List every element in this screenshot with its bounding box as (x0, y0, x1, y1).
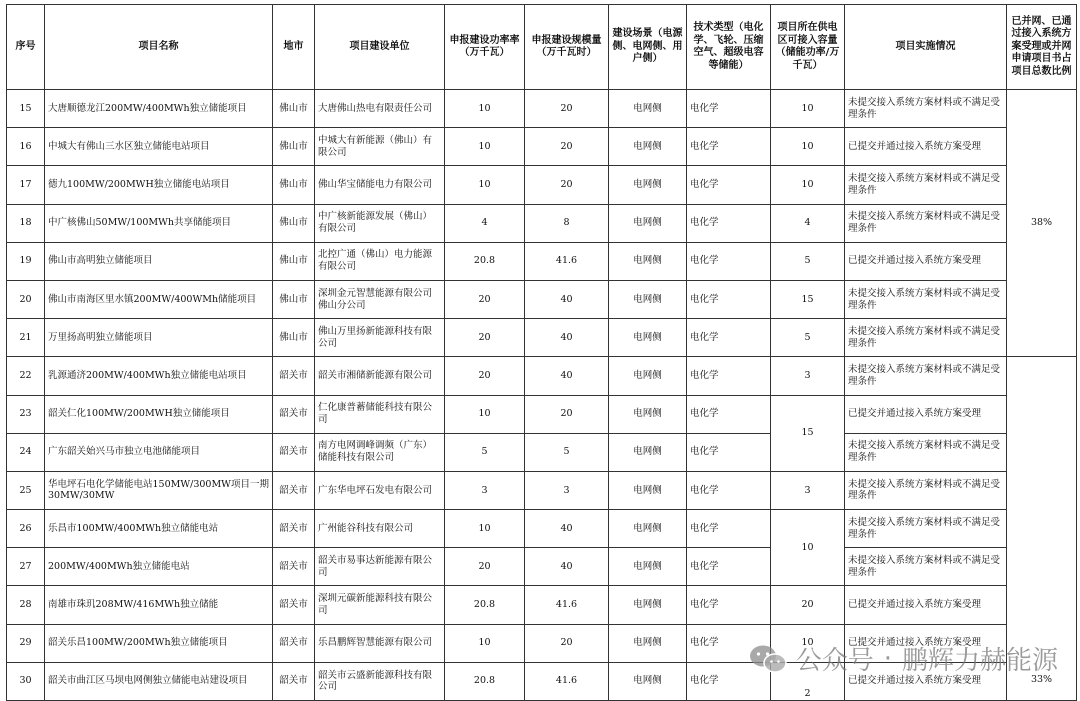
cell-name: 韶关市曲江区马坝电网侧独立储能电站建设项目 (45, 662, 273, 700)
cell-power: 20 (445, 357, 525, 395)
cell-grid: 4 (771, 204, 845, 242)
cell-scene: 电网侧 (609, 586, 687, 624)
cell-city: 韶关市 (273, 624, 315, 662)
cell-seq: 17 (7, 166, 45, 204)
cell-city: 佛山市 (273, 128, 315, 166)
cell-scene: 电网侧 (609, 280, 687, 318)
cell-tech: 电化学 (687, 280, 771, 318)
table-row (7, 90, 1077, 128)
cell-scene: 电网侧 (609, 662, 687, 700)
cell-city: 佛山市 (273, 90, 315, 128)
cell-scene: 电网侧 (609, 471, 687, 509)
cell-name: 韶关仁化100MW/200MWH独立储能项目 (45, 395, 273, 433)
cell-scene: 电网侧 (609, 204, 687, 242)
cell-city: 韶关市 (273, 586, 315, 624)
cell-capacity: 41.6 (525, 662, 609, 700)
cell-scene: 电网侧 (609, 319, 687, 357)
header-city: 地市 (273, 5, 315, 90)
cell-scene: 电网侧 (609, 128, 687, 166)
cell-capacity: 8 (525, 204, 609, 242)
cell-name: 佛山市南海区里水镇200MW/400WMh储能项目 (45, 280, 273, 318)
cell-unit: 韶关市易事达新能源有限公司 (315, 548, 445, 586)
cell-unit: 深圳金元智慧能源有限公司佛山分公司 (315, 280, 445, 318)
cell-unit: 韶关市云盛新能源科技有限公司 (315, 662, 445, 700)
cell-power: 4 (445, 204, 525, 242)
cell-capacity: 41.6 (525, 242, 609, 280)
cell-name: 中广核佛山50MW/100MWh共享储能项目 (45, 204, 273, 242)
header-scene: 建设场景（电源侧、电网侧、用户侧） (609, 5, 687, 90)
cell-seq: 27 (7, 548, 45, 586)
cell-capacity: 40 (525, 319, 609, 357)
cell-capacity: 20 (525, 90, 609, 128)
cell-name: 中城大有佛山三水区独立储能电站项目 (45, 128, 273, 166)
cell-seq: 23 (7, 395, 45, 433)
cell-scene: 电网侧 (609, 548, 687, 586)
cell-seq: 18 (7, 204, 45, 242)
cell-grid: 5 (771, 319, 845, 357)
cell-capacity: 40 (525, 510, 609, 548)
cell-status: 未提交接入系统方案材料或不满足受理条件 (845, 357, 1007, 395)
cell-city: 佛山市 (273, 166, 315, 204)
cell-city: 佛山市 (273, 280, 315, 318)
cell-tech: 电化学 (687, 548, 771, 586)
cell-grid-partial: 2 (771, 662, 845, 700)
cell-unit: 广东华电坪石发电有限公司 (315, 471, 445, 509)
cell-power: 10 (445, 166, 525, 204)
cell-name: 德九100MW/200MWH独立储能电站项目 (45, 166, 273, 204)
cell-name: 南雄市珠玑208MW/416MWh独立储能 (45, 586, 273, 624)
header-tech: 技术类型（电化学、飞轮、压缩空气、超级电容等储能） (687, 5, 771, 90)
cell-status: 未提交接入系统方案材料或不满足受理条件 (845, 280, 1007, 318)
cell-status: 已提交并通过接入系统方案受理 (845, 128, 1007, 166)
cell-grid: 10 (771, 166, 845, 204)
cell-tech: 电化学 (687, 395, 771, 433)
table-row (7, 166, 1077, 204)
header-seq: 序号 (7, 5, 45, 90)
cell-city: 韶关市 (273, 510, 315, 548)
cell-capacity: 20 (525, 624, 609, 662)
header-name: 项目名称 (45, 5, 273, 90)
cell-grid-merged: 15 (771, 395, 845, 471)
cell-unit: 仁化康普蓄储能科技有限公司 (315, 395, 445, 433)
cell-scene: 电网侧 (609, 242, 687, 280)
cell-power: 20.8 (445, 586, 525, 624)
cell-unit: 中广核新能源发展（佛山）有限公司 (315, 204, 445, 242)
cell-city: 韶关市 (273, 548, 315, 586)
cell-name: 乐昌市100MW/400MWh独立储能电站 (45, 510, 273, 548)
cell-unit: 大唐佛山热电有限责任公司 (315, 90, 445, 128)
cell-grid: 15 (771, 280, 845, 318)
table-row (7, 204, 1077, 242)
cell-capacity: 40 (525, 357, 609, 395)
cell-name: 韶关乐昌100MW/200MWh独立储能项目 (45, 624, 273, 662)
table-row (7, 548, 1077, 586)
cell-status: 未提交接入系统方案材料或不满足受理条件 (845, 90, 1007, 128)
cell-status: 未提交接入系统方案材料或不满足受理条件 (845, 166, 1007, 204)
cell-city: 佛山市 (273, 319, 315, 357)
cell-ratio-shaoguan: 33% (1007, 357, 1077, 701)
cell-tech: 电化学 (687, 166, 771, 204)
cell-name: 万里扬高明独立储能项目 (45, 319, 273, 357)
cell-grid-merged: 10 (771, 510, 845, 586)
cell-tech: 电化学 (687, 624, 771, 662)
cell-status: 未提交接入系统方案材料或不满足受理条件 (845, 204, 1007, 242)
cell-power: 10 (445, 395, 525, 433)
cell-seq: 29 (7, 624, 45, 662)
cell-unit: 中城大有新能源（佛山）有限公司 (315, 128, 445, 166)
cell-name: 华电坪石电化学储能电站150MW/300MW项目一期30MW/30MW (45, 471, 273, 509)
cell-name: 佛山市高明独立储能项目 (45, 242, 273, 280)
cell-capacity: 20 (525, 166, 609, 204)
cell-seq: 25 (7, 471, 45, 509)
cell-power: 20 (445, 319, 525, 357)
cell-power: 3 (445, 471, 525, 509)
cell-unit: 广州能谷科技有限公司 (315, 510, 445, 548)
cell-status: 已提交并通过接入系统方案受理 (845, 624, 1007, 662)
cell-grid: 3 (771, 471, 845, 509)
cell-power: 5 (445, 433, 525, 471)
cell-tech: 电化学 (687, 357, 771, 395)
cell-grid: 5 (771, 242, 845, 280)
cell-scene: 电网侧 (609, 90, 687, 128)
cell-power: 10 (445, 128, 525, 166)
cell-seq: 24 (7, 433, 45, 471)
cell-city: 韶关市 (273, 433, 315, 471)
cell-seq: 20 (7, 280, 45, 318)
cell-scene: 电网侧 (609, 624, 687, 662)
header-power: 申报建设功率率（万千瓦） (445, 5, 525, 90)
cell-status: 已提交并通过接入系统方案受理 (845, 395, 1007, 433)
cell-grid: 10 (771, 128, 845, 166)
cell-power: 20 (445, 548, 525, 586)
cell-city: 韶关市 (273, 471, 315, 509)
cell-seq: 16 (7, 128, 45, 166)
cell-scene: 电网侧 (609, 395, 687, 433)
table-row (7, 357, 1077, 395)
header-grid-capacity: 项目所在供电区可接入容量（储能功率/万千瓦） (771, 5, 845, 90)
table-row (7, 510, 1077, 548)
cell-capacity: 40 (525, 548, 609, 586)
cell-capacity: 5 (525, 433, 609, 471)
cell-tech: 电化学 (687, 586, 771, 624)
cell-power: 20.8 (445, 242, 525, 280)
table-row (7, 433, 1077, 471)
cell-unit: 佛山华宝储能电力有限公司 (315, 166, 445, 204)
cell-status: 未提交接入系统方案材料或不满足受理条件 (845, 548, 1007, 586)
table-row (7, 586, 1077, 624)
cell-tech: 电化学 (687, 510, 771, 548)
cell-tech: 电化学 (687, 204, 771, 242)
cell-grid: 3 (771, 357, 845, 395)
cell-scene: 电网侧 (609, 166, 687, 204)
cell-name: 200MW/400MWh独立储能电站 (45, 548, 273, 586)
cell-status: 未提交接入系统方案材料或不满足受理条件 (845, 471, 1007, 509)
cell-tech: 电化学 (687, 471, 771, 509)
wechat-watermark (748, 640, 1058, 677)
cell-tech: 电化学 (687, 319, 771, 357)
cell-city: 韶关市 (273, 395, 315, 433)
cell-grid: 10 (771, 90, 845, 128)
cell-name: 大唐顺德龙江200MW/400MWh独立储能项目 (45, 90, 273, 128)
cell-unit: 韶关市湘储新能源有限公司 (315, 357, 445, 395)
cell-scene: 电网侧 (609, 357, 687, 395)
table-row (7, 280, 1077, 318)
cell-seq: 26 (7, 510, 45, 548)
watermark-name: 鹏辉力赫能源 (901, 646, 1058, 676)
table-row (7, 319, 1077, 357)
watermark-separator: · (883, 643, 892, 674)
header-unit: 项目建设单位 (315, 5, 445, 90)
cell-status: 已提交并通过接入系统方案受理 (845, 242, 1007, 280)
cell-power: 10 (445, 624, 525, 662)
cell-tech: 电化学 (687, 90, 771, 128)
cell-unit: 佛山万里扬新能源科技有限公司 (315, 319, 445, 357)
cell-unit: 深圳元碳新能源科技有限公司 (315, 586, 445, 624)
cell-unit: 南方电网调峰调频（广东）储能科技有限公司 (315, 433, 445, 471)
cell-unit: 北控广通（佛山）电力能源有限公司 (315, 242, 445, 280)
cell-seq: 22 (7, 357, 45, 395)
cell-name: 乳源通济200MW/400MWh独立储能电站项目 (45, 357, 273, 395)
project-table (6, 4, 1077, 701)
table-row (7, 395, 1077, 433)
cell-city: 韶关市 (273, 357, 315, 395)
wechat-icon (748, 643, 788, 675)
cell-seq: 15 (7, 90, 45, 128)
cell-scene: 电网侧 (609, 433, 687, 471)
cell-capacity: 20 (525, 128, 609, 166)
cell-seq: 19 (7, 242, 45, 280)
cell-city: 佛山市 (273, 204, 315, 242)
cell-status: 已提交并通过接入系统方案受理 (845, 662, 1007, 700)
cell-capacity: 20 (525, 395, 609, 433)
cell-power: 10 (445, 90, 525, 128)
cell-status: 已提交并通过接入系统方案受理 (845, 586, 1007, 624)
cell-city: 韶关市 (273, 662, 315, 700)
cell-unit: 乐昌鹏辉智慧能源有限公司 (315, 624, 445, 662)
cell-ratio-foshan: 38% (1007, 90, 1077, 357)
cell-grid: 10 (771, 624, 845, 662)
cell-seq: 28 (7, 586, 45, 624)
watermark-brand: 公众号 (795, 646, 874, 676)
cell-status: 未提交接入系统方案材料或不满足受理条件 (845, 510, 1007, 548)
cell-city: 佛山市 (273, 242, 315, 280)
cell-power: 20.8 (445, 662, 525, 700)
cell-capacity: 40 (525, 280, 609, 318)
cell-grid: 20 (771, 586, 845, 624)
cell-capacity: 3 (525, 471, 609, 509)
table-row (7, 471, 1077, 509)
cell-seq: 21 (7, 319, 45, 357)
table-row (7, 242, 1077, 280)
table-row (7, 128, 1077, 166)
cell-tech: 电化学 (687, 662, 771, 700)
cell-scene: 电网侧 (609, 510, 687, 548)
cell-capacity: 41.6 (525, 586, 609, 624)
cell-seq: 30 (7, 662, 45, 700)
header-capacity: 申报建设规模量（万千瓦时） (525, 5, 609, 90)
header-status: 项目实施情况 (845, 5, 1007, 90)
header-row (7, 5, 1077, 90)
cell-name: 广东韶关始兴马市独立电池储能项目 (45, 433, 273, 471)
header-ratio: 已并网、已通过接入系统方案受理或并网申请项目书占项目总数比例 (1007, 5, 1077, 90)
cell-tech: 电化学 (687, 128, 771, 166)
cell-status: 未提交接入系统方案材料或不满足受理条件 (845, 433, 1007, 471)
cell-tech: 电化学 (687, 242, 771, 280)
cell-power: 20 (445, 280, 525, 318)
cell-tech: 电化学 (687, 433, 771, 471)
cell-power: 10 (445, 510, 525, 548)
cell-status: 未提交接入系统方案材料或不满足受理条件 (845, 319, 1007, 357)
